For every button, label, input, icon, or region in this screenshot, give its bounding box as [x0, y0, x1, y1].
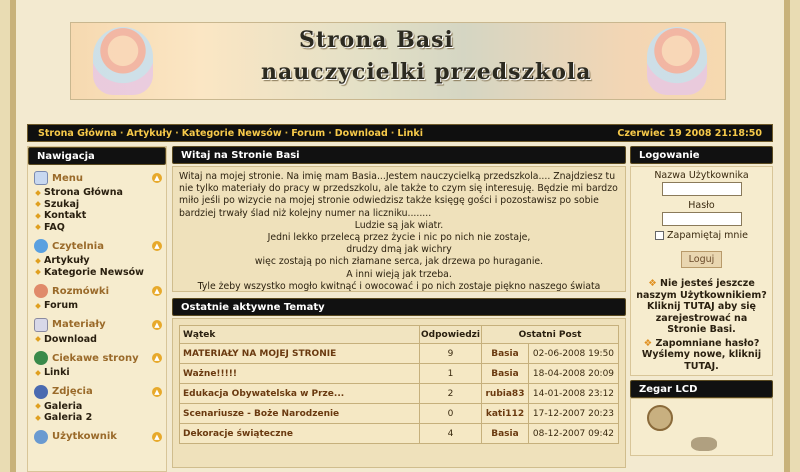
user-link[interactable]: rubia83 — [482, 384, 529, 404]
login-button[interactable]: Loguj — [681, 251, 723, 268]
nav-group-materials[interactable] — [28, 316, 166, 334]
sep: · — [175, 127, 179, 139]
banner-title-line2: nauczycielki przedszkola — [261, 59, 592, 85]
welcome-text — [172, 166, 626, 292]
post-date: 18-04-2008 20:09 — [528, 364, 618, 384]
nav-item-news-categories[interactable]: Kategorie Newsów — [28, 267, 166, 279]
poem-line: drudzy dmą jak wichry — [346, 244, 452, 256]
col-replies: Odpowiedzi — [420, 326, 482, 344]
table-row — [180, 404, 619, 424]
home-icon — [34, 171, 48, 185]
angel-left-image — [93, 27, 153, 95]
post-date: 17-12-2007 20:23 — [528, 404, 618, 424]
bullet-icon: ❖ — [648, 278, 661, 289]
replies-count: 2 — [420, 384, 482, 404]
nav-group-label: Ciekawe strony — [52, 352, 139, 364]
topic-link[interactable]: Scenariusze - Boże Narodzenie — [180, 404, 420, 424]
table-row — [180, 344, 619, 364]
nav-item-links[interactable]: Linki — [28, 367, 166, 379]
poem-line: Ludzie są jak wiatr. — [354, 219, 444, 231]
username-input[interactable] — [662, 182, 742, 196]
collapse-arrow-icon[interactable]: ▲ — [152, 320, 162, 330]
nav-item-faq[interactable]: FAQ — [28, 222, 166, 234]
topic-link[interactable]: Edukacja Obywatelska w Prze... — [180, 384, 420, 404]
poem-line: A inni wieją jak trzeba. — [346, 268, 452, 280]
angel-right-image — [647, 27, 707, 95]
clock-decoration-icon — [647, 405, 673, 431]
top-link-download[interactable]: Download — [334, 127, 388, 139]
site-banner — [70, 22, 726, 100]
nav-group-talks[interactable] — [28, 282, 166, 300]
replies-count: 9 — [420, 344, 482, 364]
user-icon — [34, 430, 48, 444]
top-link-articles[interactable]: Artykuły — [126, 127, 173, 139]
nav-group-label: Rozmówki — [52, 285, 109, 297]
user-link[interactable]: Basia — [482, 364, 529, 384]
poem-line: Tyle żeby wszystko mogło kwitnąć i owocować i po nich zostaje piękno naszego świata — [197, 280, 601, 292]
top-link-home[interactable]: Strona Główna — [38, 127, 117, 139]
nav-group-label: Zdjęcia — [52, 386, 93, 397]
topic-link[interactable]: Ważne!!!!! — [180, 364, 420, 384]
replies-count: 1 — [420, 364, 482, 384]
topic-link[interactable]: Dekoracje świąteczne — [180, 424, 420, 444]
nav-group-reading[interactable] — [28, 237, 166, 255]
topics-panel — [172, 318, 626, 468]
collapse-arrow-icon[interactable]: ▲ — [152, 241, 162, 251]
replies-count: 0 — [420, 404, 482, 424]
current-date: Czerwiec 19 2008 21:18:50 — [617, 127, 762, 139]
remember-checkbox[interactable] — [655, 231, 664, 240]
nav-item-forum[interactable]: Forum — [28, 300, 166, 312]
nav-item-search[interactable]: Szukaj — [28, 199, 166, 211]
poem-line: więc zostają po nich złamane serca, jak drzewa po huraganie. — [254, 256, 544, 268]
nav-group-user[interactable] — [28, 428, 166, 446]
post-date: 08-12-2007 09:42 — [528, 424, 618, 444]
col-last-post: Ostatni Post — [482, 326, 619, 344]
nav-item-contact[interactable]: Kontakt — [28, 210, 166, 222]
top-link-forum[interactable]: Forum — [291, 127, 326, 139]
bullet-icon: ❖ — [643, 337, 656, 349]
user-link[interactable]: kati112 — [482, 404, 529, 424]
globe-icon — [34, 239, 48, 253]
collapse-arrow-icon[interactable]: ▲ — [152, 353, 162, 363]
nav-item-gallery-2[interactable]: Galeria 2 — [28, 412, 166, 424]
nav-group-label: Czytelnia — [52, 240, 104, 252]
nav-item-gallery[interactable]: Galeria — [28, 401, 166, 413]
clock-title: Zegar LCD — [630, 380, 773, 398]
remember-label: Zapamiętaj mnie — [667, 230, 748, 241]
top-link-links[interactable]: Linki — [397, 127, 424, 139]
login-title: Logowanie — [630, 146, 773, 164]
collapse-arrow-icon[interactable]: ▲ — [152, 286, 162, 296]
sep: · — [119, 127, 124, 139]
post-date: 14-01-2008 23:12 — [528, 384, 618, 404]
clock-decoration-icon — [691, 437, 717, 451]
nav-group-label: Użytkownik — [52, 431, 117, 442]
documents-icon — [34, 318, 48, 332]
top-link-news-categories[interactable]: Kategorie Newsów — [181, 127, 282, 139]
login-panel — [630, 166, 773, 376]
sep: · — [328, 127, 332, 139]
topics-title: Ostatnie aktywne Tematy — [172, 298, 626, 316]
table-row — [180, 364, 619, 384]
nav-group-menu[interactable] — [28, 169, 166, 187]
top-navbar — [27, 124, 773, 142]
password-label: Hasło — [688, 200, 715, 211]
nav-group-photos[interactable] — [28, 383, 166, 401]
topics-table — [179, 325, 619, 444]
clock-box — [630, 380, 773, 456]
remember-me — [635, 230, 768, 241]
main-content — [172, 146, 626, 472]
nav-title: Nawigacja — [28, 147, 166, 165]
topic-link[interactable]: MATERIAŁY NA MOJEJ STRONIE — [180, 344, 420, 364]
user-link[interactable]: Basia — [482, 344, 529, 364]
user-link[interactable]: Basia — [482, 424, 529, 444]
globe-icon — [34, 351, 48, 365]
table-row — [180, 384, 619, 404]
welcome-paragraph: Witaj na mojej stronie. Na imię mam Basia...Jestem nauczycielką przedszkola.... Znajdziesz tu nie tylko materiały do pracy w przedszkolu, ale także to czym się interesuję. Będzie mi bardzo miło jeśli po wizycie na mojej stronie odwiedzisz także księgę gości i pozostawisz po sobie bardziej trwały ślad niż kolejny numer na liczniku........ — [179, 171, 618, 219]
username-label: Nazwa Użytkownika — [654, 170, 749, 181]
nav-group-links[interactable] — [28, 349, 166, 367]
replies-count: 4 — [420, 424, 482, 444]
users-icon — [34, 284, 48, 298]
nav-group-label: Menu — [52, 172, 83, 184]
col-topic: Wątek — [180, 326, 420, 344]
nav-group-label: Materiały — [52, 319, 106, 330]
table-row — [180, 424, 619, 444]
poem-line: Jedni lekko przelecą przez życie i nic po nich nie zostaje, — [267, 232, 531, 244]
forgot-info — [635, 338, 768, 373]
top-links — [38, 128, 423, 139]
sep: · — [284, 127, 289, 139]
register-text[interactable]: Nie jesteś jeszcze naszym Użytkownikiem? Kliknij TUTAJ aby się zarejestrować na Stronie Basi. — [636, 278, 767, 335]
navigation-panel — [27, 146, 167, 472]
banner-title-line1: Strona Basi — [299, 27, 454, 53]
camera-icon — [34, 385, 48, 399]
collapse-arrow-icon[interactable]: ▲ — [152, 432, 162, 442]
collapse-arrow-icon[interactable]: ▲ — [152, 173, 162, 183]
nav-item-download[interactable]: Download — [28, 334, 166, 346]
forgot-text[interactable]: Zapomniane hasło? Wyślemy nowe, kliknij TUTAJ. — [641, 337, 762, 372]
password-input[interactable] — [662, 212, 742, 226]
sep: · — [390, 127, 395, 139]
right-sidebar — [630, 146, 773, 472]
nav-item-home[interactable]: Strona Główna — [28, 187, 166, 199]
register-info — [635, 278, 768, 336]
nav-item-articles[interactable]: Artykuły — [28, 255, 166, 267]
post-date: 02-06-2008 19:50 — [528, 344, 618, 364]
welcome-title: Witaj na Stronie Basi — [172, 146, 626, 164]
collapse-arrow-icon[interactable]: ▲ — [152, 387, 162, 397]
lcd-clock-widget — [630, 398, 773, 456]
